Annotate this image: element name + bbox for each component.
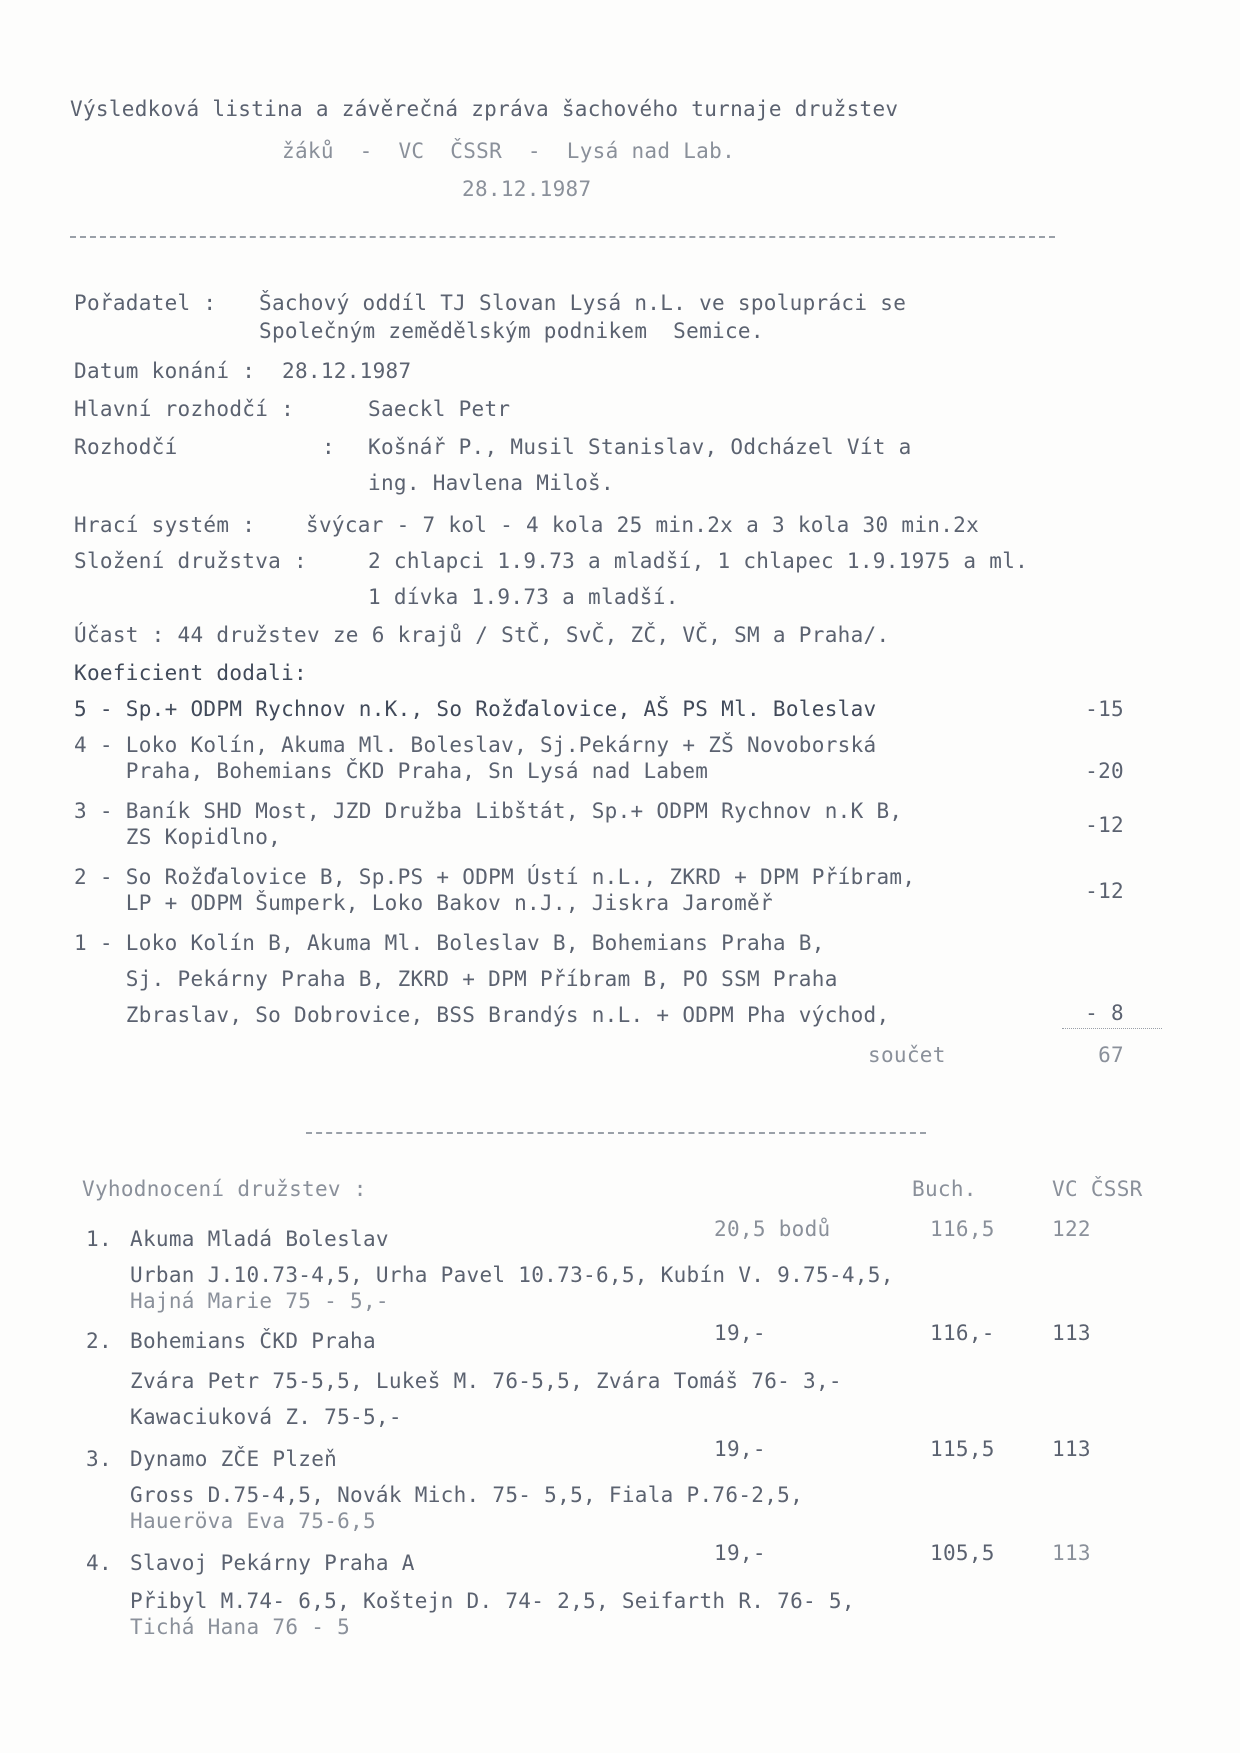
coefficient-line: 5 - Sp.+ ODPM Rychnov n.K., So Rožďalovice, AŠ PS Ml. Boleslav [74, 697, 877, 721]
team-buch: 116,- [930, 1321, 995, 1345]
team-buch: 105,5 [930, 1541, 995, 1565]
arbiters-label: Rozhodčí [74, 435, 178, 459]
game-system-value: švýcar - 7 kol - 4 kola 25 min.2x a 3 kola 30 min.2x [306, 513, 980, 537]
coefficient-line: LP + ODPM Šumperk, Loko Bakov n.J., Jiskra Jaroměř [74, 891, 773, 915]
team-players-line: Gross D.75-4,5, Novák Mich. 75- 5,5, Fiala P.76-2,5, [130, 1483, 804, 1507]
coefficient-title: Koeficient dodali: [74, 661, 307, 685]
team-vc: 113 [1052, 1541, 1091, 1565]
coefficient-value: -12 [1085, 813, 1124, 837]
game-system-label: Hrací systém : [74, 513, 256, 537]
arbiters-colon: : [322, 435, 335, 459]
coefficient-line: Zbraslav, So Dobrovice, BSS Brandýs n.L. + ODPM Pha východ, [74, 1003, 890, 1027]
team-composition-value-line1: 2 chlapci 1.9.73 a mladší, 1 chlapec 1.9.1975 a ml. [368, 549, 1029, 573]
organizer-value-line1: Šachový oddíl TJ Slovan Lysá n.L. ve spolupráci se [259, 291, 907, 315]
sum-label: součet [868, 1043, 946, 1067]
coefficient-line: 2 - So Rožďalovice B, Sp.PS + ODPM Ústí n.L., ZKRD + DPM Příbram, [74, 865, 916, 889]
date-value: 28.12.1987 [282, 359, 412, 383]
date-label: Datum konání : [74, 359, 256, 383]
team-points: 19,- [714, 1437, 766, 1461]
coefficient-value: -12 [1085, 879, 1124, 903]
team-composition-value-line2: 1 dívka 1.9.73 a mladší. [368, 585, 679, 609]
coefficient-value: -20 [1085, 759, 1124, 783]
organizer-label: Pořadatel : [74, 291, 217, 315]
team-players-line: Tichá Hana 76 - 5 [130, 1615, 351, 1639]
team-vc: 113 [1052, 1321, 1091, 1345]
coefficient-value: -15 [1085, 697, 1124, 721]
team-players-line: Přibyl M.74- 6,5, Koštejn D. 74- 2,5, Seifarth R. 76- 5, [130, 1589, 855, 1613]
team-players-line: Haueröva Eva 75-6,5 [130, 1509, 376, 1533]
team-points: 20,5 bodů [714, 1217, 831, 1241]
team-buch: 116,5 [930, 1217, 995, 1241]
team-rank: 2. [86, 1329, 112, 1353]
team-rank: 1. [86, 1227, 112, 1251]
team-points: 19,- [714, 1321, 766, 1345]
coefficient-line: ZS Kopidlno, [74, 825, 282, 849]
sum-value: 67 [1098, 1043, 1124, 1067]
coefficient-line: 3 - Baník SHD Most, JZD Družba Libštát, Sp.+ ODPM Rychnov n.K B, [74, 799, 903, 823]
team-players-line: Zvára Petr 75-5,5, Lukeš M. 76-5,5, Zvára Tomáš 76- 3,- [130, 1369, 842, 1393]
team-points: 19,- [714, 1541, 766, 1565]
team-players-line: Hajná Marie 75 - 5,- [130, 1289, 389, 1313]
participation: Účast : 44 družstev ze 6 krajů / StČ, SvČ, ZČ, VČ, SM a Praha/. [74, 623, 890, 647]
team-name: Akuma Mladá Boleslav [130, 1227, 389, 1251]
col-header-buch: Buch. [912, 1177, 977, 1201]
coefficient-line: 1 - Loko Kolín B, Akuma Ml. Boleslav B, Bohemians Praha B, [74, 931, 825, 955]
evaluation-title: Vyhodnocení družstev : [82, 1177, 367, 1201]
team-name: Slavoj Pekárny Praha A [130, 1551, 415, 1575]
team-buch: 115,5 [930, 1437, 995, 1461]
team-vc: 113 [1052, 1437, 1091, 1461]
chief-arbiter-label: Hlavní rozhodčí : [74, 397, 295, 421]
arbiters-value-line1: Košnář P., Musil Stanislav, Odcházel Vít a [368, 435, 912, 459]
coefficient-value: - 8 [1085, 1001, 1124, 1025]
sum-underline [1062, 1028, 1162, 1029]
organizer-value-line2: Společným zemědělským podnikem Semice. [259, 319, 764, 343]
col-header-vc: VC ČSSR [1052, 1177, 1143, 1201]
team-vc: 122 [1052, 1217, 1091, 1241]
team-name: Dynamo ZČE Plzeň [130, 1447, 338, 1471]
team-players-line: Urban J.10.73-4,5, Urha Pavel 10.73-6,5, Kubín V. 9.75-4,5, [130, 1263, 894, 1287]
coefficient-line: Sj. Pekárny Praha B, ZKRD + DPM Příbram B, PO SSM Praha [74, 967, 838, 991]
header-date: 28.12.1987 [462, 177, 592, 201]
coefficient-line: Praha, Bohemians ČKD Praha, Sn Lysá nad Labem [74, 759, 709, 783]
team-rank: 4. [86, 1551, 112, 1575]
header-title-line2: žáků - VC ČSSR - Lysá nad Lab. [282, 139, 736, 163]
chief-arbiter-value: Saeckl Petr [368, 397, 511, 421]
header-title-line1: Výsledková listina a závěrečná zpráva šachového turnaje družstev [70, 97, 899, 121]
coefficient-line: 4 - Loko Kolín, Akuma Ml. Boleslav, Sj.Pekárny + ZŠ Novoborská [74, 733, 877, 757]
team-name: Bohemians ČKD Praha [130, 1329, 376, 1353]
team-rank: 3. [86, 1447, 112, 1471]
separator-line [306, 1132, 926, 1134]
team-players-line: Kawaciuková Z. 75-5,- [130, 1405, 402, 1429]
arbiters-value-line2: ing. Havlena Miloš. [368, 471, 614, 495]
separator-line [70, 236, 1055, 238]
team-composition-label: Složení družstva : [74, 549, 307, 573]
